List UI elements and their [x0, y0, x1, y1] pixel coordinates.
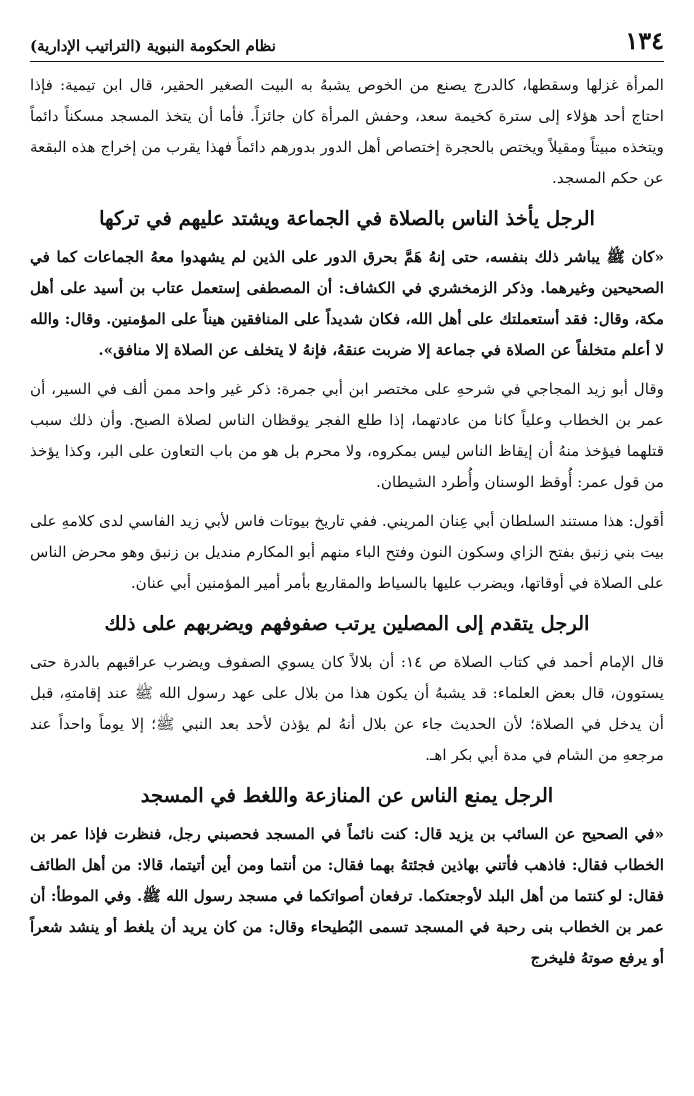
running-header — [30, 28, 664, 62]
paragraph-3: وقال أبو زيد المجاجي في شرحهِ على مختصر ابن أبي جمرة: ذكر غير واحد ممن ألف في السير، أن عمر بن الخطاب وعلياً كانا من عادتهما، إذا طلع الفجر يوقظان الناس لصلاة الصبح. وأن ذلك سبب قتلهما فيؤخذ منهُ أن إيقاظ الناس ليس بمكروه، ولا محرم بل هو من باب التعاون على البر، وكذا يؤخذ من قول عمر: أُوقظ الوسنان وأُطرد الشيطان. — [30, 380, 664, 491]
section-heading-preventing-noise: الرجل يمنع الناس عن المنازعة واللغط في المسجد — [140, 784, 554, 807]
paragraph-1: المرأة غزلها وسقطها، كالدرج يصنع من الخوص يشبهُ به البيت الصغير الحقير، قال ابن تيمية: فإذا احتاج أحد هؤلاء إلى سترة كخيمة سعد، وحفش المرأة كان جائزاً. فأما أن يتخذ المسجد مسكناً دائماً ويتخذه مبيتاً ومقيلاً ويختص بالحجرة إختصاص أهل الدور بدورهم دائماً فهذا يقرب من إخراج هذه البقعة عن حكم المسجد. — [30, 76, 664, 187]
running-title: نظام الحكومة النبوية (التراتيب الإدارية) — [30, 37, 276, 55]
page-body — [30, 70, 664, 974]
section-heading-prayer-in-congregation: الرجل يأخذ الناس بالصلاة في الجماعة ويشتد عليهم في تركها — [99, 207, 595, 230]
paragraph-4: أقول: هذا مستند السلطان أبي عِنان المريني. ففي تاريخ بيوتات فاس لأبي زيد الفاسي لدى كلامهِ على بيت بني زنبق بفتح الزاي وسكون النون وفتح الباء منهم أبو المكارم منديل بن زنبق وهو محرض الناس على الصلاة في أوقاتها، ويضرب عليها بالسياط والمقاريع بأمر أمير المؤمنين أبي عنان. — [30, 512, 664, 592]
section-heading-arranging-rows: الرجل يتقدم إلى المصلين يرتب صفوفهم ويضربهم على ذلك — [104, 612, 590, 635]
page-number: ١٣٤ — [625, 26, 664, 55]
paragraph-6-quote: «في الصحيح عن السائب بن يزيد قال: كنت نائماً في المسجد فحصبني رجل، فنظرت فإذا عمر بن الخطاب فقال: فاذهب فأتني بهاذين فجئتهُ بهما فقال: من أنتما ومن أين أتيتما، قالا: من أهل الطائف فقال: لو كنتما من أهل البلد لأوجعتكما. ترفعان أصواتكما في مسجد رسول الله ﷺ. وفي الموطأ: أن عمر بن الخطاب بنى رحبة في المسجد تسمى البُطيحاء وقال: من كان يريد أن يلغط أو ينشد شعراً أو يرفع صوتهُ فليخرج — [30, 825, 664, 967]
paragraph-5: قال الإمام أحمد في كتاب الصلاة ص ١٤: أن بلالاً كان يسوي الصفوف ويضرب عراقيهم بالدرة حتى يستوون، قال بعض العلماء: قد يشبهُ أن يكون هذا من بلال على عهد رسول الله ﷺ عند إقامتهِ، قبل أن يدخل في الصلاة؛ لأن الحديث جاء عن بلال أنهُ لم يؤذن لأحد بعد النبي ﷺ؛ إلا يوماً واحداً عند مرجعهِ من الشام في مدة أبي بكر اهـ. — [30, 653, 664, 764]
paragraph-2-quote: «كان ﷺ يباشر ذلك بنفسه، حتى إنهُ هَمَّ بحرق الدور على الذين لم يشهدوا معهُ الجماعات كما في الصحيحين وغيرهما. وذكر الزمخشري في الكشاف: أن المصطفى إستعمل عتاب بن أسيد على أهل مكة، وقال: فقد أستعملتك على أهل الله، فكان شديداً على المنافقين هيناً على المؤمنين. وقال: والله لا أعلم متخلفاً عن الصلاة في جماعة إلا ضربت عنقهُ، فإنهُ لا يتخلف عن الصلاة إلا منافق». — [30, 248, 664, 359]
